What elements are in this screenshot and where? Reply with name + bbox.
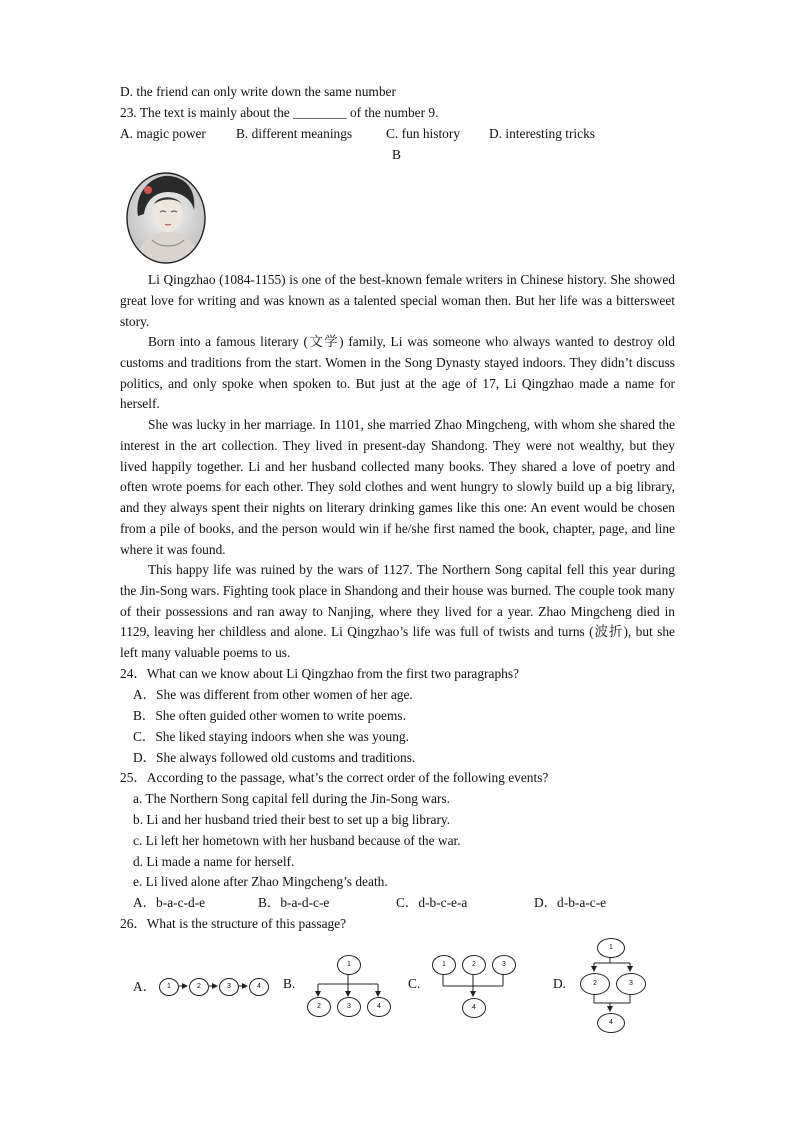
passage-paragraph-2: Born into a famous literary (文学) family, Li was someone who always wanted to destroy old customs and traditions from the start. Women in the Song Dynasty stayed indoors. They didn’t discuss politics, and only spoke when spoken to. But just at the age of 17, Li Qingzhao made a name for herself. <box>120 334 675 412</box>
q23-option-b: B. different meanings <box>236 126 353 141</box>
q24-stem: 24．What can we know about Li Qingzhao from the first two paragraphs? <box>120 666 519 681</box>
diagram-c-node-4: 4 <box>462 998 486 1018</box>
q24-option-d: D．She always followed old customs and traditions. <box>133 750 416 765</box>
passage-paragraph-4: This happy life was ruined by the wars of 1127. The Northern Song capital fell this year during the Jin-Song wars. Fighting took place in Shandong and their house was burned. The couple took many of their possessions and ran away to Nanjing, where they lived for a year. Zhao Mingcheng died in 1129, leaving her childless and alone. Li Qingzhao’s life was full of twists and turns (波折), but she left many valuable poems to us. <box>120 562 675 661</box>
q26-option-b-label: B. <box>283 976 296 991</box>
q25-option-c: C．d-b-c-e-a <box>396 895 468 910</box>
q22-option-d: D. the friend can only write down the same number <box>120 84 396 99</box>
q25-option-a: A．b-a-c-d-e <box>133 895 206 910</box>
diagram-d-node-4: 4 <box>597 1013 625 1033</box>
diagram-c-node-1: 1 <box>432 955 456 975</box>
diagram-c-node-3: 3 <box>492 955 516 975</box>
passage-paragraph-3: She was lucky in her marriage. In 1101, she married Zhao Mingcheng, with whom she shared the interest in the art collection. They lived in present-day Shandong. They were not wealthy, but they lived happily together. Li and her husband collected many books. They shared a love of poetry and often wrote poems for each other. They sold clothes and went hungry to slowly build up a big library, and they always spent their nights on literary drinking games like this one: An event would be chosen from a pile of books, and the person would win if he/she first named the book, chapter, page, and line where it was found. <box>120 417 675 557</box>
q23-stem: 23. The text is mainly about the ________ of the number 9. <box>120 105 439 120</box>
q25-event-e: e. Li lived alone after Zhao Mingcheng’s death. <box>133 874 388 889</box>
diagram-b-node-4: 4 <box>367 997 391 1017</box>
q26-option-d-label: D. <box>553 976 567 991</box>
q25-option-b: B．b-a-d-c-e <box>258 895 330 910</box>
q25-option-d: D．d-b-a-c-e <box>534 895 607 910</box>
q25-event-d: d. Li made a name for herself. <box>133 854 295 869</box>
passage-paragraph-1: Li Qingzhao (1084-1155) is one of the best-known female writers in Chinese history. She showed great love for writing and was known as a talented special woman then. But her life was a bittersweet story. <box>120 272 675 329</box>
diagram-c-node-2: 2 <box>462 955 486 975</box>
diagram-a-node-2: 2 <box>189 978 209 996</box>
q25-event-b: b. Li and her husband tried their best to set up a big library. <box>133 812 451 827</box>
q24-option-c: C．She liked staying indoors when she was young. <box>133 729 409 744</box>
diagram-b-node-2: 2 <box>307 997 331 1017</box>
q25-event-a: a. The Northern Song capital fell during the Jin-Song wars. <box>133 791 450 806</box>
q23-option-c: C. fun history <box>386 126 461 141</box>
q24-option-a: A．She was different from other women of her age. <box>133 687 413 702</box>
diagram-b-node-1: 1 <box>337 955 361 975</box>
diagram-b-node-3: 3 <box>337 997 361 1017</box>
diagram-d-node-3: 3 <box>616 973 646 995</box>
diagram-a-node-4: 4 <box>249 978 269 996</box>
q25-event-c: c. Li left her hometown with her husband because of the war. <box>133 833 461 848</box>
q26-option-c-label: C. <box>408 976 421 991</box>
diagram-d-node-2: 2 <box>580 973 610 995</box>
diagram-a-node-1: 1 <box>159 978 179 996</box>
section-heading: B <box>392 147 401 162</box>
diagram-a-node-3: 3 <box>219 978 239 996</box>
q26-option-a-label: A． <box>133 979 157 994</box>
q25-stem: 25．According to the passage, what’s the correct order of the following events? <box>120 770 549 785</box>
q23-option-a: A. magic power <box>120 126 206 141</box>
q23-option-d: D. interesting tricks <box>489 126 595 141</box>
q24-option-b: B．She often guided other women to write poems. <box>133 708 406 723</box>
q26-stem: 26．What is the structure of this passage? <box>120 916 347 931</box>
diagram-d-node-1: 1 <box>597 938 625 958</box>
